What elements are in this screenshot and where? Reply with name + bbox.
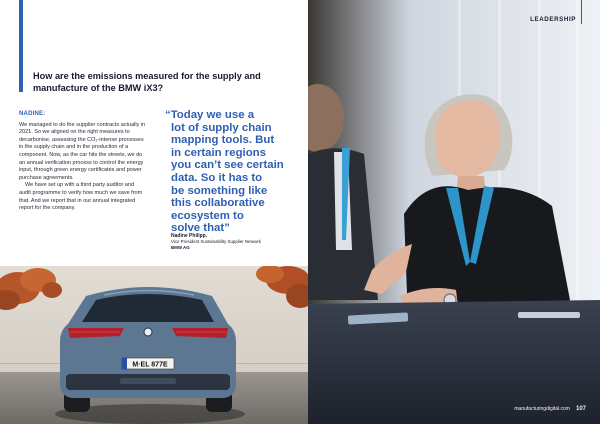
page-number: 107 — [575, 406, 586, 412]
answer-paragraph-2: We have set up with a third party auditor and audit programme to verify how much we save from that. And we report that in our annual integrated report for the company. — [19, 182, 143, 212]
attribution-title: Vice President Sustainability Supplier Network — [171, 239, 261, 244]
accent-bar — [19, 0, 23, 92]
quote-line: solve that” — [171, 222, 230, 235]
answer-paragraph-1: We managed to do the supplier contracts actually in 2021. So we aligned on the right measures to decarbonise, assessing the CO₂-intense processes in the supply chain and in the production of a component. Now, as the car hits the streets, we do an annual verification process to control the energy input, through green energy certificates and power purchase agreements. — [19, 121, 146, 181]
brand-badge — [144, 328, 152, 336]
quote-line: “Today we use a — [165, 109, 255, 121]
pull-quote — [165, 109, 295, 235]
answer-column — [19, 111, 147, 213]
foliage-left — [0, 268, 62, 310]
section-rule — [581, 0, 582, 24]
interview-question: How are the emissions measured for the supply and manufacture of the BMW iX3? — [33, 71, 261, 93]
quote-line: ecosystem to — [171, 209, 244, 222]
attribution-org: BMW AG — [171, 245, 190, 250]
meeting-photo — [308, 0, 600, 424]
diffuser — [120, 378, 176, 384]
speaker-label: NADINE: — [19, 111, 46, 117]
quote-line: in certain regions — [171, 146, 266, 159]
section-label: LEADERSHIP — [530, 16, 576, 23]
page-footer — [514, 406, 586, 412]
quote-line: be something like — [171, 184, 268, 197]
quote-attribution — [171, 233, 301, 251]
footer-site: manufacturingdigital.com — [514, 406, 570, 412]
license-plate-text: M·EL 877E — [132, 361, 168, 369]
right-page-photo — [308, 0, 600, 424]
quote-line: this collaborative — [171, 197, 265, 210]
attribution-name: Nadine Philipp, — [171, 233, 208, 239]
quote-line: data. So it has to — [171, 171, 263, 184]
quote-line: mapping tools. But — [171, 134, 275, 147]
quote-line: lot of supply chain — [171, 121, 272, 134]
car-illustration — [0, 266, 308, 424]
car-photo — [0, 266, 308, 424]
foliage-right — [256, 266, 308, 308]
plate-eu-strip — [122, 358, 127, 369]
quote-line: you can’t see certain — [171, 159, 284, 172]
notebook — [518, 312, 580, 318]
